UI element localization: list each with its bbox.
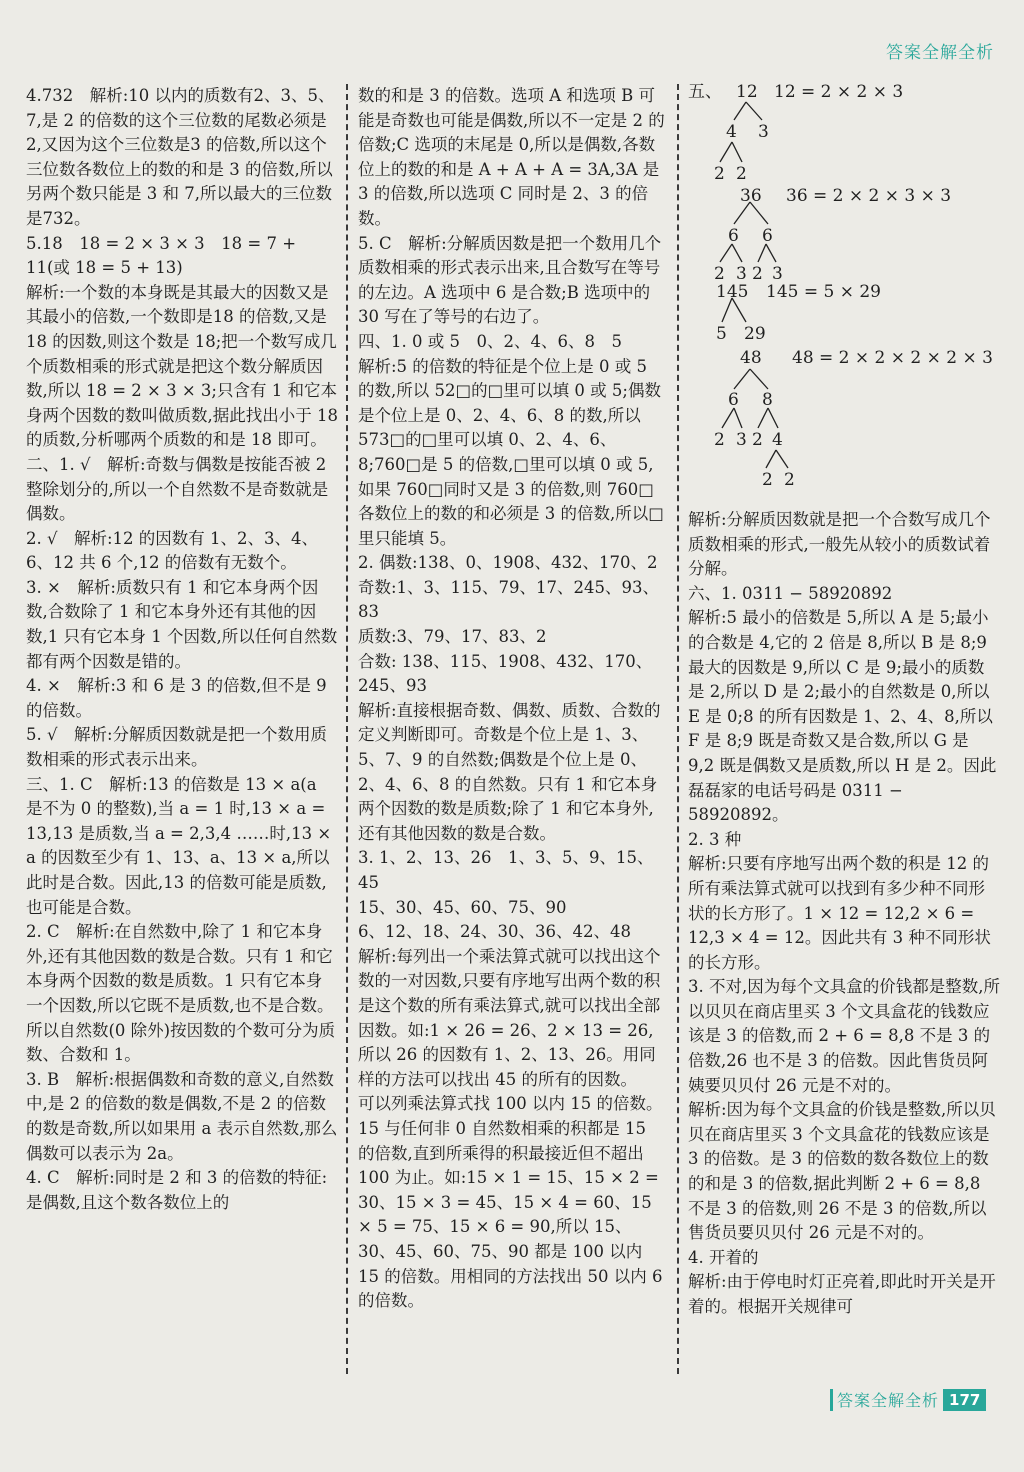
- answer-line: 合数: 138、115、1908、432、170、245、93: [358, 651, 653, 696]
- tree-node: 5: [716, 324, 727, 344]
- answer-paragraph: 六、1. 0311 − 58920892: [688, 583, 893, 603]
- answer-paragraph: 5. √ 解析:分解质因数就是把一个数用质数相乘的形式表示出来。: [26, 725, 328, 770]
- tree-node: 2: [714, 164, 725, 184]
- answer-paragraph: 5. C 解析:分解质因数是把一个数用几个质数相乘的形式表示出来,且合数写在等号的左边。A 选项中 6 是合数;B 选项中的 30 写在了等号的右边了。: [358, 233, 662, 327]
- column-divider: [677, 84, 679, 1374]
- answer-paragraph: 二、1. √ 解析:奇数与偶数是按能否被 2 整除划分的,所以一个自然数不是奇数就是偶数。: [26, 454, 329, 524]
- tree-node: 12: [736, 82, 758, 102]
- tree-node: 29: [744, 324, 766, 344]
- tree-node: 8: [762, 390, 773, 410]
- factor-trees: [688, 84, 1000, 562]
- answer-paragraph: 三、1. C 解析:13 的倍数是 13 × a(a 是不为 0 的整数),当 a = 1 时,13 × a = 13,13 是质数,当 a = 2,3,4 ……时,13 × a 的因数至少有 1、13、a、13 × a,所以此时是合数。因此,13 的倍数可能是质数,也可能是合数。: [26, 774, 332, 917]
- column-right: [688, 84, 1000, 1320]
- analysis-paragraph: 解析:直接根据奇数、偶数、质数、合数的定义判断即可。奇数是个位上是 1、3、5、7、9 的自然数;偶数是个位上是 0、2、4、6、8 的自然数。只有 1 和它本身两个因数的数是质数;除了 1 和它本身外,还有其他因数的数是合数。: [358, 700, 661, 843]
- analysis-paragraph: 解析:5 的倍数的特征是个位上是 0 或 5 的数,所以 52□的□里可以填 0 或 5;偶数是个位上是 0、2、4、6、8 的数,所以 573□的□里可以填 0、2、4、6、8;760□是 5 的倍数,□里可以填 0 或 5,如果 760□同时又是 3 的倍数,则 760□各数位上的数的和必须是 3 的倍数,所以□里只能填 5。: [358, 356, 664, 548]
- page-footer: [830, 1388, 986, 1411]
- answer-paragraph: 四、1. 0 或 5 0、2、4、6、8 5: [358, 331, 622, 351]
- factor-tree-lines: [688, 84, 1000, 562]
- tree-node: 3: [736, 264, 747, 284]
- tree-node: 2: [784, 470, 795, 490]
- analysis-paragraph: 解析:由于停电时灯正亮着,即此时开关是开着的。根据开关规律可: [688, 1272, 996, 1316]
- tree-node: 4: [726, 122, 737, 142]
- analysis-paragraph: 解析:分解质因数就是把一个合数写成几个质数相乘的形式,一般先从较小的质数试着分解。: [688, 510, 991, 579]
- section-label: 五、: [688, 82, 722, 102]
- tree-node: 3: [772, 264, 783, 284]
- tree-node: 2: [714, 264, 725, 284]
- tree-node: 2: [752, 430, 763, 450]
- tree-node: 6: [728, 226, 739, 246]
- tree-node: 2: [762, 470, 773, 490]
- tree-node: 2: [736, 164, 747, 184]
- tree-equation: 36 = 2 × 2 × 3 × 3: [786, 186, 952, 206]
- answer-line: 6、12、18、24、30、36、42、48: [358, 922, 631, 942]
- analysis-paragraph: 解析:每列出一个乘法算式就可以找出这个数的一对因数,只要有序地写出两个数的积是这个数的所有乘法算式,就可以找出全部因数。如:1 × 26 = 26、2 × 13 = 26,所以 26 的因数有 1、2、13、26。用同样的方法可以找出 45 的所有的因数。: [358, 946, 661, 1089]
- column-divider: [346, 84, 348, 1374]
- tree-node: 36: [740, 186, 762, 206]
- answer-line: 15、30、45、60、75、90: [358, 897, 567, 917]
- answer-paragraph: 数的和是 3 的倍数。选项 A 和选项 B 可能是奇数也可能是偶数,所以不一定是 2 的倍数;C 选项的末尾是 0,所以是偶数,各数位上的数的和是 A + A + A = 3A,3A 是 3 的倍数,所以选项 C 同时是 2、3 的倍数。: [358, 86, 665, 228]
- answer-paragraph: 3. × 解析:质数只有 1 和它本身两个因数,合数除了 1 和它本身外还有其他的因数,1 只有它本身 1 个因数,所以任何自然数都有两个因数是错的。: [26, 577, 338, 671]
- answer-paragraph: 2. 3 种: [688, 829, 742, 849]
- tree-node: 3: [736, 430, 747, 450]
- tree-equation: 12 = 2 × 2 × 3: [774, 82, 904, 102]
- tree-equation: 48 = 2 × 2 × 2 × 2 × 3: [792, 348, 993, 368]
- answer-line: 质数:3、79、17、83、2: [358, 627, 547, 647]
- answer-paragraph: 3. 1、2、13、26 1、3、5、9、15、45: [358, 848, 654, 892]
- answer-paragraph: 3. B 解析:根据偶数和奇数的意义,自然数中,是 2 的倍数的数是偶数,不是 2 的倍数的数是奇数,所以如果用 a 表示自然数,那么偶数可以表示为 2a。: [26, 1069, 338, 1163]
- tree-node: 2: [752, 264, 763, 284]
- tree-node: 3: [758, 122, 769, 142]
- analysis-paragraph: 解析:只要有序地写出两个数的积是 12 的所有乘法算式就可以找到有多少种不同形状的长方形了。1 × 12 = 12,2 × 6 = 12,3 × 4 = 12。因此共有 3 种不同形状的长方形。: [688, 854, 991, 972]
- tree-node: 2: [714, 430, 725, 450]
- answer-line: 奇数:1、3、115、79、17、245、93、83: [358, 577, 660, 622]
- answer-paragraph: 4. × 解析:3 和 6 是 3 的倍数,但不是 9 的倍数。: [26, 676, 327, 720]
- analysis-paragraph: 可以列乘法算式找 100 以内 15 的倍数。15 与任何非 0 自然数相乘的积都是 15 的倍数,直到所乘得的积最接近但不超出 100 为止。如:15 × 1 = 15、15 × 2 = 30、15 × 3 = 45、15 × 4 = 60、15 × 5 = 75、15 × 6 = 90,所以 15、30、45、60、75、90 都是 100 以内 15 的倍数。用相同的方法找出 50 以内 6 的倍数。: [358, 1094, 663, 1311]
- tree-equation: 145 = 5 × 29: [766, 282, 881, 302]
- tree-node: 6: [762, 226, 773, 246]
- column-middle: [358, 84, 666, 1314]
- column-left: [26, 84, 338, 1215]
- answer-paragraph: 4.732 解析:10 以内的质数有2、3、5、7,是 2 的倍数的这个三位数的尾数必须是2,又因为这个三位数是3 的倍数,所以这个三位数各数位上的数的和是 3 的倍数,所以另两个数只能是 3 和 7,所以最大的三位数是732。: [26, 86, 335, 228]
- tree-node: 6: [728, 390, 739, 410]
- answer-paragraph: 2. 偶数:138、0、1908、432、170、2: [358, 553, 658, 573]
- footer-label: 答案全解全析: [837, 1391, 940, 1410]
- analysis-paragraph: 解析:5 最小的倍数是 5,所以 A 是 5;最小的合数是 4,它的 2 倍是 8,所以 B 是 8;9 最大的因数是 9,所以 C 是 9;最小的质数是 2,所以 D 是 2;最小的自然数是 0,所以 E 是 0;8 的所有因数是 1、2、4、8,所以 F 是 8;9 既是奇数又是合数,所以 G 是 9,2 既是偶数又是质数,所以 H 是 2。因此磊磊家的电话号码是 0311 − 58920892。: [688, 608, 997, 825]
- analysis-paragraph: 解析:一个数的本身既是其最大的因数又是其最小的倍数,一个数即是18 的倍数,又是 18 的因数,则这个数是 18;把一个数写成几个质数相乘的形式就是把这个数分解质因数,所以 18 = 2 × 3 × 3;只含有 1 和它本身两个因数的数叫做质数,据此找出小于 18 的质数,分析哪两个质数的和是 18 即可。: [26, 282, 338, 450]
- header-tag: 答案全解全析: [886, 43, 994, 63]
- tree-node: 4: [772, 430, 783, 450]
- page-number: 177: [943, 1389, 986, 1411]
- answer-paragraph: 2. C 解析:在自然数中,除了 1 和它本身外,还有其他因数的数是合数。只有 1 和它本身两个因数的数是质数。1 只有它本身一个因数,所以它既不是质数,也不是合数。所以自然数(0 除外)按因数的个数可分为质数、合数和 1。: [26, 922, 336, 1065]
- tree-node: 48: [740, 348, 762, 368]
- analysis-paragraph: 解析:因为每个文具盒的价钱是整数,所以贝贝在商店里买 3 个文具盒花的钱数应该是 3 的倍数。是 3 的倍数的数各数位上的数的和是 3 的倍数,据此判断 2 + 6 = 8,8 不是 3 的倍数,则 26 不是 3 的倍数,所以售货员要贝贝付 26 元是不对的。: [688, 1100, 996, 1243]
- answer-paragraph: 2. √ 解析:12 的因数有 1、2、3、4、6、12 共 6 个,12 的倍数有无数个。: [26, 528, 319, 573]
- tree-node: 145: [716, 282, 749, 302]
- answer-paragraph: 3. 不对,因为每个文具盒的价钱都是整数,所以贝贝在商店里买 3 个文具盒花的钱数应该是 3 的倍数,而 2 + 6 = 8,8 不是 3 的倍数,26 也不是 3 的倍数。因此售货员阿姨要贝贝付 26 元是不对的。: [688, 977, 1000, 1095]
- answer-paragraph: 4. C 解析:同时是 2 和 3 的倍数的特征:是偶数,且这个数各数位上的: [26, 1168, 328, 1212]
- footer-accent-bar: [830, 1389, 833, 1411]
- answer-paragraph: 5.18 18 = 2 × 3 × 3 18 = 7 + 11(或 18 = 5 + 13): [26, 233, 297, 278]
- answer-paragraph: 4. 开着的: [688, 1247, 759, 1267]
